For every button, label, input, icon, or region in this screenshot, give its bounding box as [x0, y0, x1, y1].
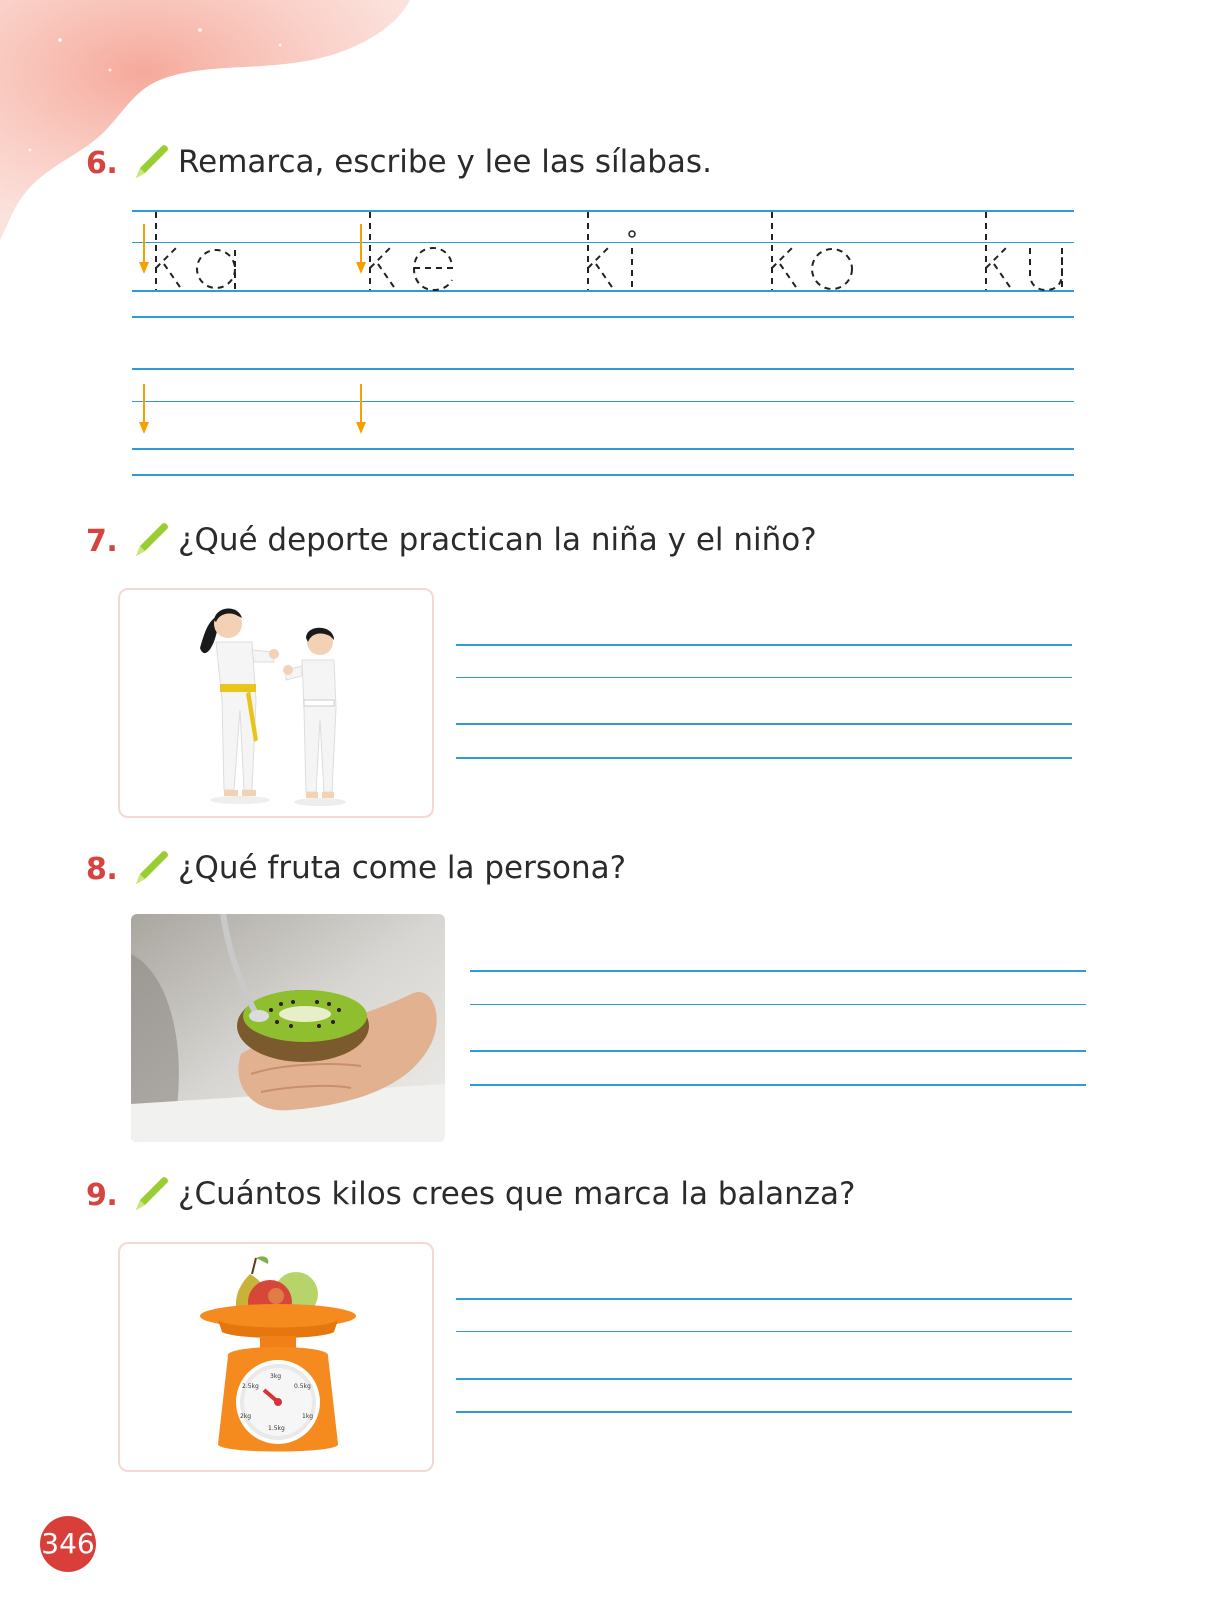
scale-label: 3kg [270, 1373, 282, 1380]
scale-label: 2kg [240, 1413, 252, 1420]
scale-label: 1.5kg [268, 1425, 285, 1432]
traced-syllable-ke[interactable] [354, 212, 464, 300]
exercise-6-number: 6. [86, 146, 118, 181]
pencil-icon [130, 140, 174, 186]
exercise-9-number: 9. [86, 1178, 118, 1213]
down-arrow-icon [138, 224, 150, 276]
traced-syllable-ki[interactable] [572, 212, 652, 300]
scale-label: 2.5kg [242, 1383, 259, 1390]
pencil-icon [130, 518, 174, 564]
pencil-icon [130, 846, 174, 892]
page-number: 346 [40, 1516, 96, 1572]
down-arrow-icon [355, 224, 367, 276]
exercise-8-number: 8. [86, 852, 118, 887]
ko-dotted-letters [756, 212, 866, 300]
exercise-7-number: 7. [86, 524, 118, 559]
ke-dotted-letters [354, 212, 464, 300]
exercise-9-prompt: ¿Cuántos kilos crees que marca la balanza? [178, 1176, 856, 1212]
answer-area-8[interactable] [470, 956, 1086, 1088]
traced-syllable-ka[interactable] [138, 212, 248, 300]
answer-area-7[interactable] [456, 630, 1072, 760]
traced-syllable-ko[interactable] [756, 212, 866, 300]
traced-syllable-ku[interactable] [972, 212, 1076, 300]
pencil-icon [130, 1172, 174, 1218]
ki-dotted-letters [572, 212, 652, 300]
karate-children-photo [118, 588, 434, 818]
exercise-8-prompt: ¿Qué fruta come la persona? [178, 850, 627, 886]
kitchen-scale-photo [118, 1242, 434, 1472]
exercise-7-prompt: ¿Qué deporte practican la niña y el niño? [178, 522, 817, 558]
ka-dotted-letters [138, 212, 248, 300]
writing-area-6[interactable] [132, 368, 1074, 476]
ku-dotted-letters [972, 212, 1076, 300]
scale-label: 0.5kg [294, 1383, 311, 1390]
scale-label: 1kg [302, 1413, 314, 1420]
kiwi-photo [131, 914, 445, 1142]
exercise-6-prompt: Remarca, escribe y lee las sílabas. [178, 144, 712, 180]
answer-area-9[interactable] [456, 1284, 1072, 1416]
